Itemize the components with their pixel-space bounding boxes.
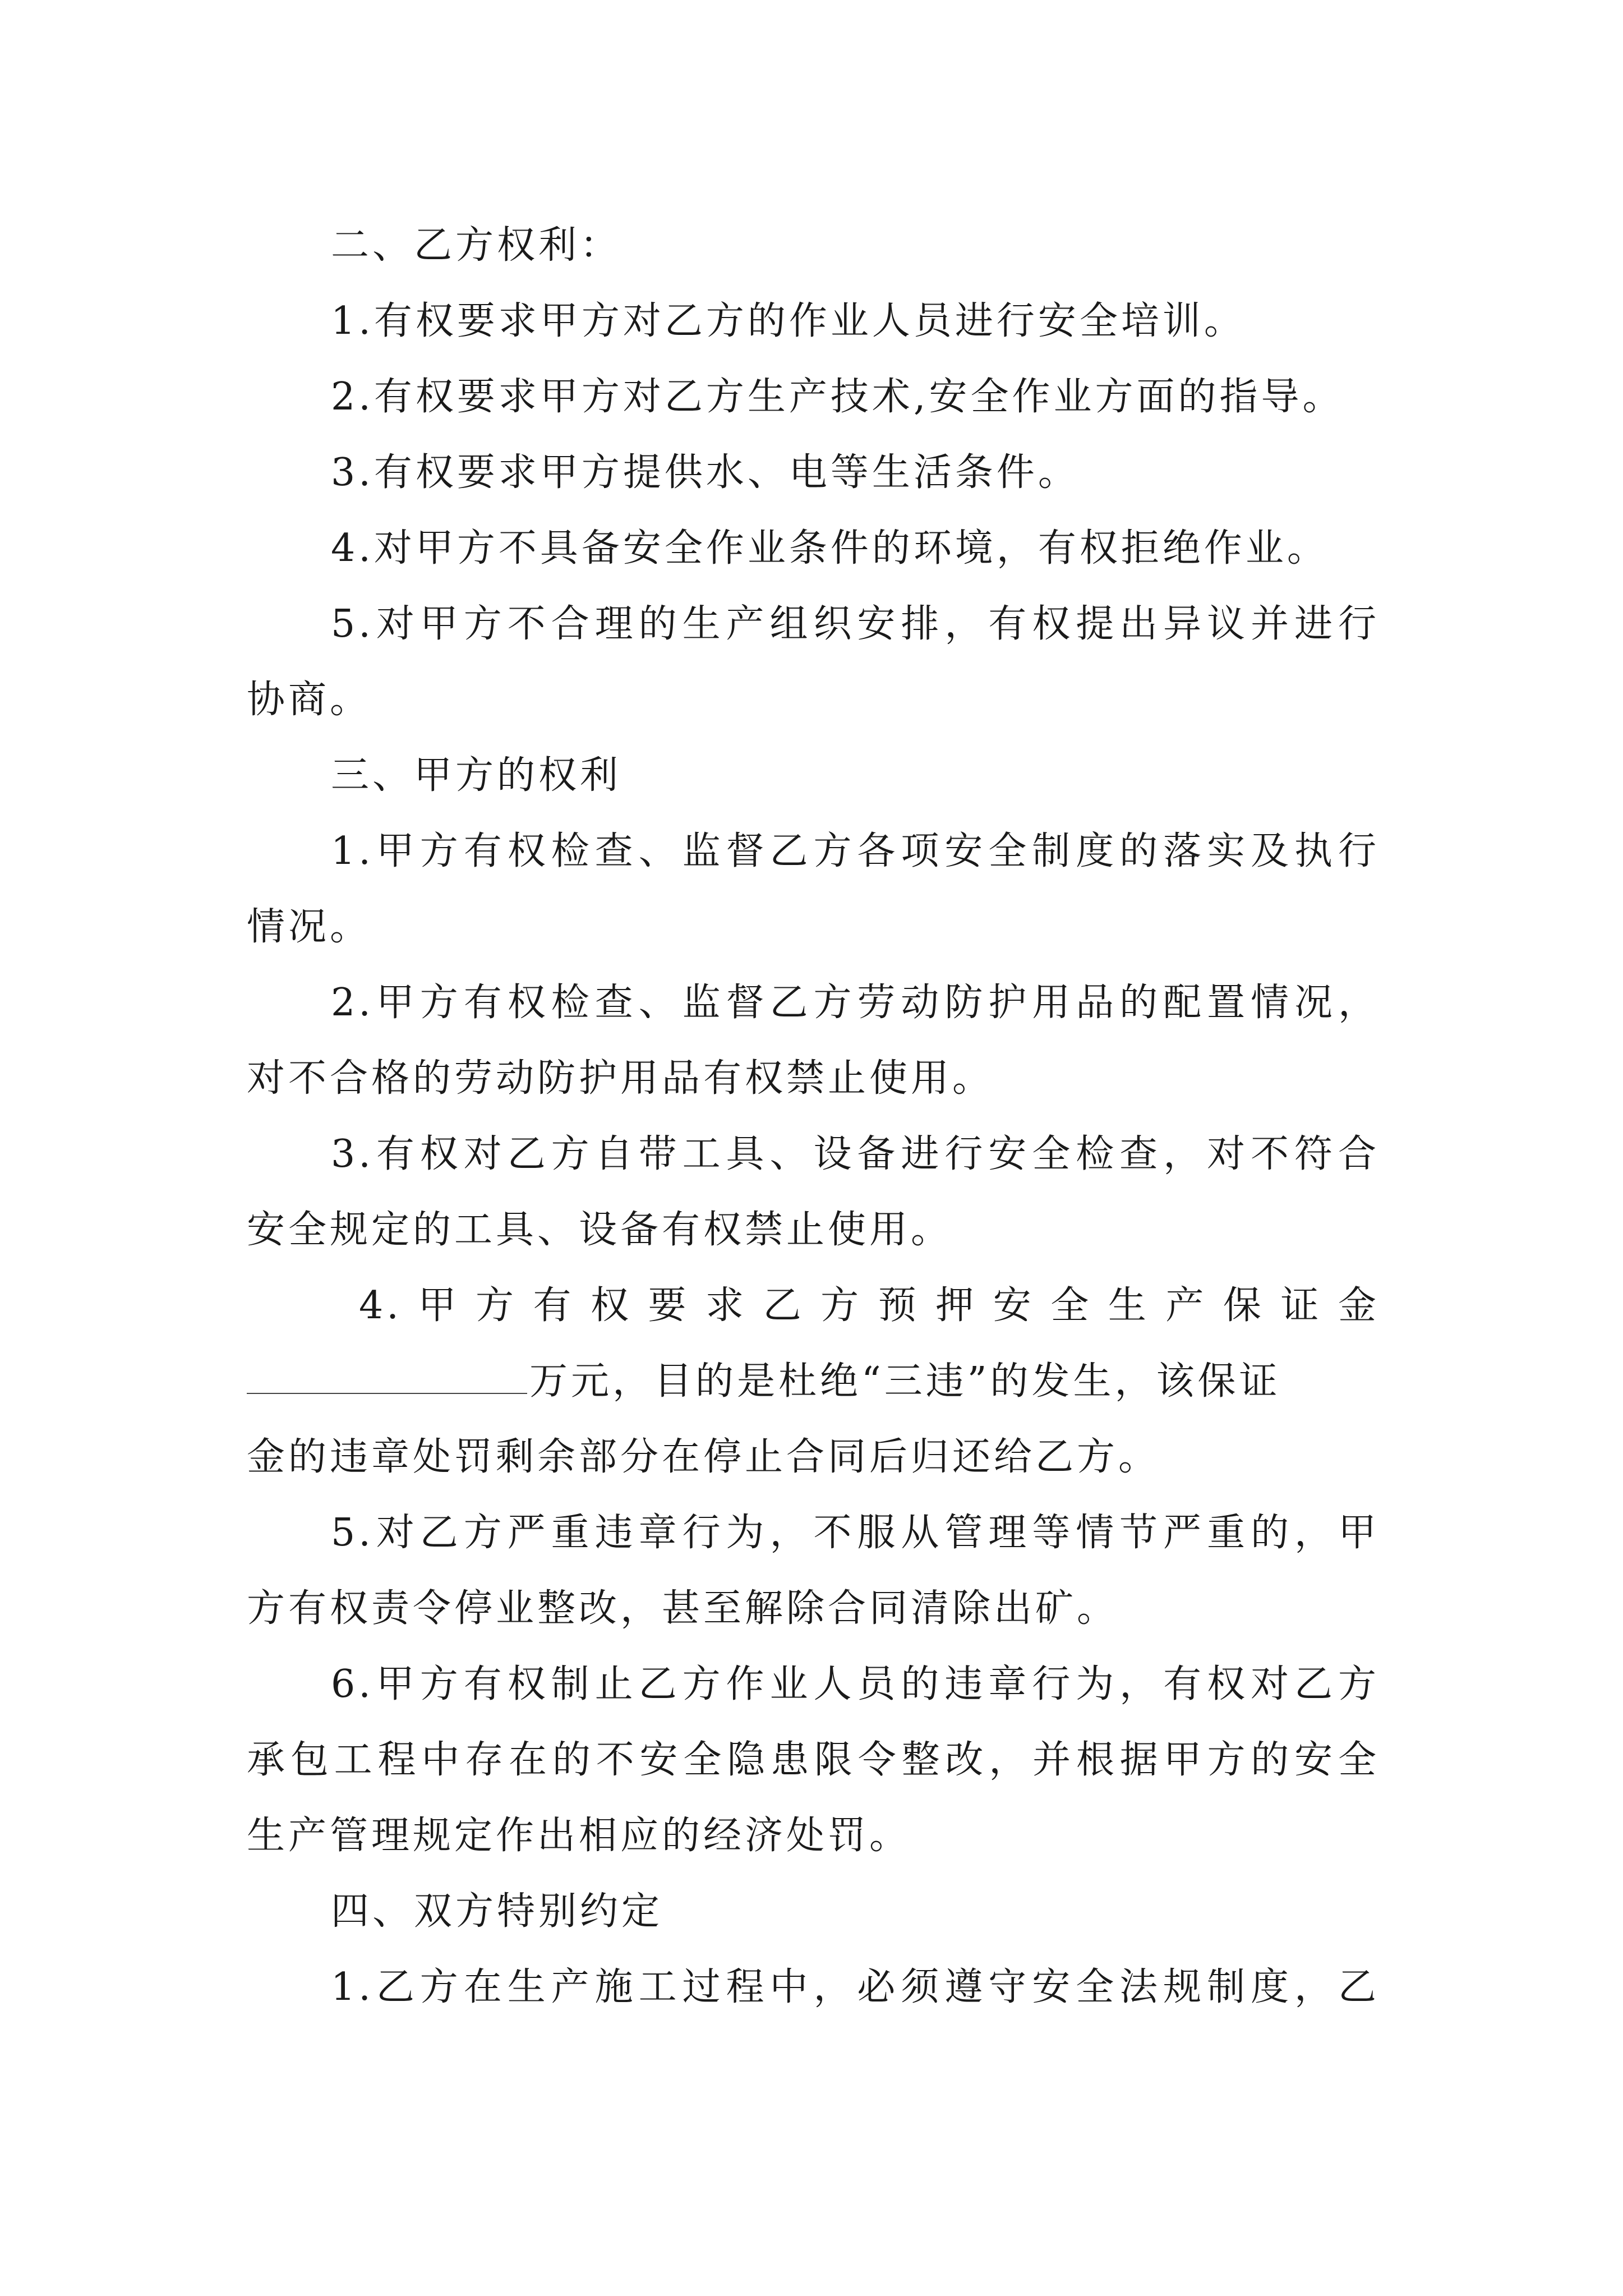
paragraph-a-right-3-line2: 安全规定的工具、设备有权禁止使用。 xyxy=(247,1208,953,1252)
paragraph-a-right-4-line2 xyxy=(247,1354,1380,1410)
paragraph-a-right-4-line2-text: 万元，目的是杜绝“三违”的发生，该保证 xyxy=(529,1359,1281,1404)
section-heading-party-b-rights: 二、乙方权利： xyxy=(331,223,622,268)
paragraph-a-right-2-line2: 对不合格的劳动防护用品有权禁止使用。 xyxy=(247,1056,994,1101)
paragraph-b-right-5-line1: 5.对甲方不合理的生产组织安排，有权提出异议并进行 xyxy=(331,602,1380,646)
paragraph-b-right-2: 2.有权要求甲方对乙方生产技术,安全作业方面的指导。 xyxy=(331,375,1344,419)
paragraph-a-right-6-line2: 承包工程中存在的不安全隐患限令整改，并根据甲方的安全 xyxy=(247,1738,1380,1782)
deposit-amount-blank xyxy=(247,1357,527,1394)
section-heading-party-a-rights: 三、甲方的权利 xyxy=(331,753,622,798)
paragraph-a-right-1-line2: 情况。 xyxy=(247,905,372,949)
paragraph-a-right-6-line1: 6.甲方有权制止乙方作业人员的违章行为，有权对乙方 xyxy=(331,1662,1380,1706)
paragraph-b-right-3: 3.有权要求甲方提供水、电等生活条件。 xyxy=(331,450,1080,495)
section-heading-special-agreements: 四、双方特别约定 xyxy=(331,1889,663,1934)
paragraph-a-right-6-line3: 生产管理规定作出相应的经济处罚。 xyxy=(247,1814,911,1858)
paragraph-a-right-1-line1: 1.甲方有权检查、监督乙方各项安全制度的落实及执行 xyxy=(331,829,1380,873)
paragraph-a-right-4-line3: 金的违章处罚剩余部分在停止合同后归还给乙方。 xyxy=(247,1435,1160,1479)
paragraph-b-right-5-line2: 协商。 xyxy=(247,678,372,722)
paragraph-a-right-3-line1: 3.有权对乙方自带工具、设备进行安全检查，对不符合 xyxy=(331,1132,1380,1176)
paragraph-special-1-line1: 1.乙方在生产施工过程中，必须遵守安全法规制度，乙 xyxy=(331,1965,1380,2009)
paragraph-a-right-2-line1: 2.甲方有权检查、监督乙方劳动防护用品的配置情况， xyxy=(331,981,1380,1025)
paragraph-b-right-4: 4.对甲方不具备安全作业条件的环境，有权拒绝作业。 xyxy=(331,526,1329,570)
paragraph-a-right-5-line2: 方有权责令停业整改，甚至解除合同清除出矿。 xyxy=(247,1586,1119,1631)
paragraph-a-right-5-line1: 5.对乙方严重违章行为，不服从管理等情节严重的，甲 xyxy=(331,1511,1380,1555)
paragraph-b-right-1: 1.有权要求甲方对乙方的作业人员进行安全培训。 xyxy=(331,299,1246,343)
paragraph-a-right-4-line1: 4.甲方有权要求乙方预押安全生产保证金 xyxy=(359,1283,1380,1328)
